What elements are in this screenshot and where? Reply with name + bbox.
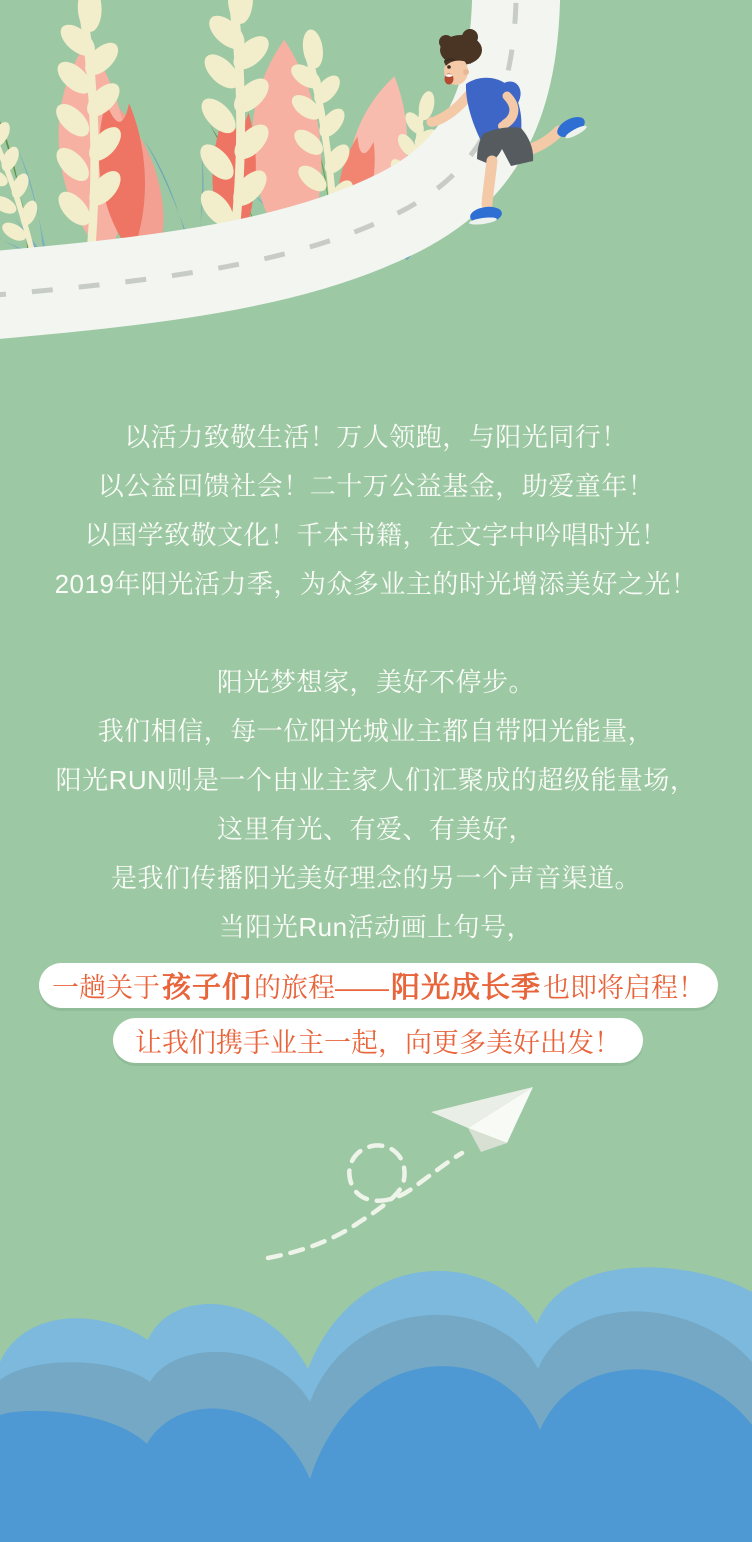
top-decoration bbox=[0, 0, 752, 400]
body-line: 我们相信，每一位阳光城业主都自带阳光能量， bbox=[97, 716, 655, 746]
pill-text-segment: 让我们携手业主一起，向更多美好出发！ bbox=[135, 1028, 621, 1058]
intro-line: 以国学致敬文化！千本书籍，在文字中吟唱时光！ bbox=[84, 520, 668, 550]
pill-text-segment: 也即将启程！ bbox=[543, 973, 706, 1003]
highlight-pill-2 bbox=[113, 1018, 643, 1063]
waves-illustration bbox=[0, 1242, 752, 1542]
pill-text-segment: 的旅程—— bbox=[254, 973, 389, 1003]
intro-line: 以活力致敬生活！万人领跑，与阳光同行！ bbox=[124, 422, 628, 452]
pill-text-segment-emphasis: 孩子们 bbox=[161, 972, 252, 1004]
intro-line: 以公益回馈社会！二十万公益基金，助爱童年！ bbox=[97, 471, 655, 501]
body-line: 阳光梦想家，美好不停步。 bbox=[216, 667, 535, 697]
intro-text-block bbox=[0, 413, 752, 609]
body-line: 当阳光Run活动画上句号， bbox=[218, 912, 534, 942]
body-text-block bbox=[0, 658, 752, 952]
body-line: 这里有光、有爱、有美好， bbox=[216, 814, 535, 844]
intro-line: 2019年阳光活力季，为众多业主的时光增添美好之光！ bbox=[54, 569, 698, 599]
pill-text-segment-emphasis: 阳光成长季 bbox=[391, 972, 542, 1004]
body-line: 阳光RUN则是一个由业主家人们汇聚成的超级能量场， bbox=[55, 765, 697, 795]
body-line: 是我们传播阳光美好理念的另一个声音渠道。 bbox=[110, 863, 641, 893]
highlight-pill-1 bbox=[39, 963, 718, 1008]
pill-text-segment: 一趟关于 bbox=[51, 973, 160, 1003]
paper-plane-icon bbox=[431, 1087, 533, 1152]
